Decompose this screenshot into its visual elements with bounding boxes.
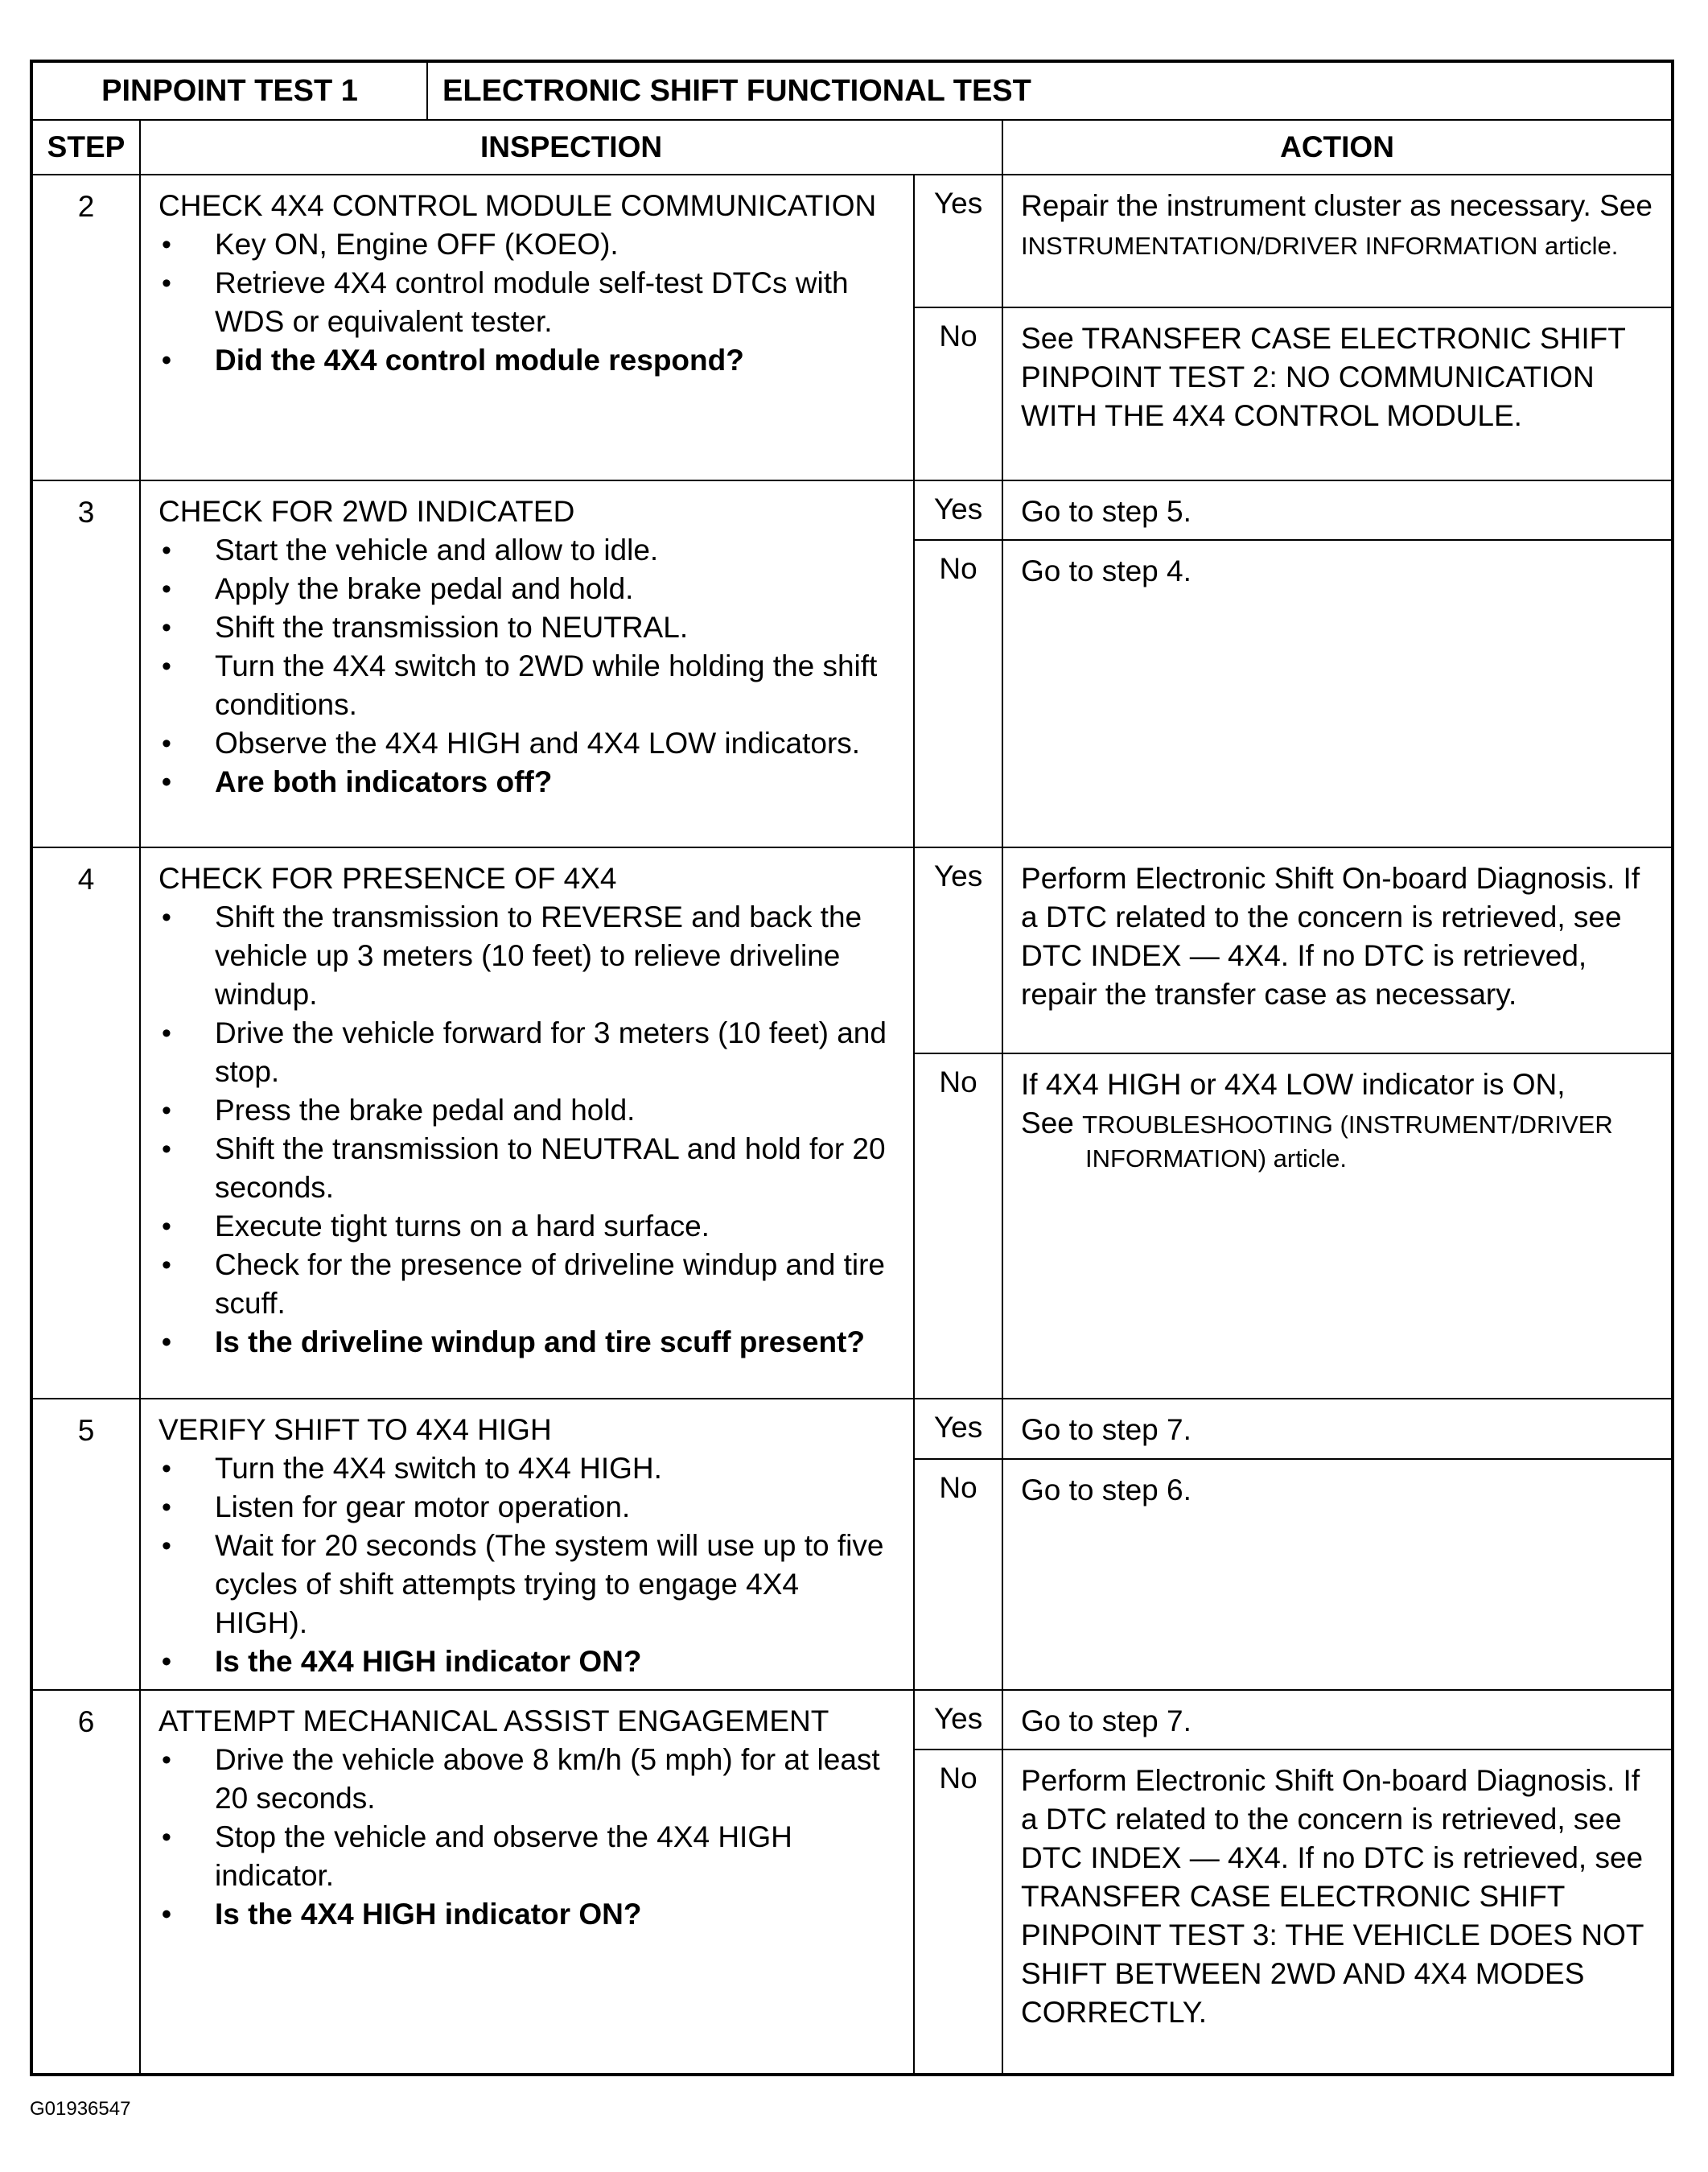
column-header-inspection: INSPECTION — [140, 120, 1002, 175]
step-number: 2 — [31, 175, 140, 480]
step-question: • Is the 4X4 HIGH indicator ON? — [215, 1895, 899, 1934]
step-title: CHECK FOR PRESENCE OF 4X4 — [158, 862, 617, 895]
pinpoint-test-document — [30, 60, 1671, 2076]
step-inspection — [140, 480, 914, 847]
step-bullet: • Stop the vehicle and observe the 4X4 HIGH indicator. — [215, 1818, 899, 1895]
step-bullet: • Drive the vehicle forward for 3 meters (10 feet) and stop. — [215, 1014, 899, 1091]
yes-action-text: Repair the instrument cluster as necessary. See — [1021, 189, 1652, 222]
no-label: No — [914, 1750, 1002, 2075]
step-row-6 — [31, 1690, 1673, 1750]
yes-action: Perform Electronic Shift On-board Diagnosis. If a DTC related to the concern is retrieved, see DTC INDEX — 4X4. If no DTC is retrieved, repair the transfer case as necessary. — [1002, 847, 1673, 1053]
step-number: 3 — [31, 480, 140, 847]
step-question: • Is the 4X4 HIGH indicator ON? — [215, 1642, 899, 1681]
step-number: 4 — [31, 847, 140, 1399]
step-bullet: • Listen for gear motor operation. — [215, 1488, 899, 1527]
yes-label: Yes — [914, 175, 1002, 307]
column-header-step: STEP — [31, 120, 140, 175]
test-title: ELECTRONIC SHIFT FUNCTIONAL TEST — [427, 61, 1673, 120]
no-label: No — [914, 1459, 1002, 1690]
no-action: Go to step 4. — [1002, 540, 1673, 847]
no-label: No — [914, 307, 1002, 480]
yes-action-reference: INSTRUMENTATION/DRIVER INFORMATION article. — [1021, 232, 1619, 260]
no-action-text: If 4X4 HIGH or 4X4 LOW indicator is ON, — [1021, 1068, 1566, 1101]
yes-action — [1002, 175, 1673, 307]
step-inspection — [140, 175, 914, 480]
step-inspection — [140, 1690, 914, 2075]
step-bullet: • Apply the brake pedal and hold. — [215, 570, 899, 608]
step-bullet: • Shift the transmission to NEUTRAL. — [215, 608, 899, 647]
no-label: No — [914, 540, 1002, 847]
step-bullet: • Wait for 20 seconds (The system will use up to five cycles of shift attempts trying to engage 4X4 HIGH). — [215, 1527, 899, 1642]
yes-label: Yes — [914, 1690, 1002, 1750]
yes-label: Yes — [914, 1399, 1002, 1459]
step-bullet: • Key ON, Engine OFF (KOEO). — [215, 225, 899, 264]
step-bullet: • Press the brake pedal and hold. — [215, 1091, 899, 1130]
step-question: • Is the driveline windup and tire scuff present? — [215, 1323, 899, 1362]
no-action-see: See — [1021, 1107, 1074, 1140]
step-inspection — [140, 1399, 914, 1690]
no-action: Go to step 6. — [1002, 1459, 1673, 1690]
no-label: No — [914, 1053, 1002, 1399]
step-bullet-list — [158, 225, 899, 380]
step-bullet-list — [158, 898, 899, 1362]
yes-action: Go to step 7. — [1002, 1399, 1673, 1459]
step-bullet-list — [158, 1741, 899, 1934]
step-number: 5 — [31, 1399, 140, 1690]
no-action — [1002, 1053, 1673, 1399]
step-question: • Did the 4X4 control module respond? — [215, 341, 899, 380]
step-title: VERIFY SHIFT TO 4X4 HIGH — [158, 1413, 552, 1446]
step-inspection — [140, 847, 914, 1399]
yes-action: Go to step 5. — [1002, 480, 1673, 540]
step-row-4 — [31, 847, 1673, 1053]
figure-code: G01936547 — [30, 2098, 131, 2120]
step-bullet: • Retrieve 4X4 control module self-test DTCs with WDS or equivalent tester. — [215, 264, 899, 341]
no-action: See TRANSFER CASE ELECTRONIC SHIFT PINPOINT TEST 2: NO COMMUNICATION WITH THE 4X4 CONTROL MODULE. — [1002, 307, 1673, 480]
test-header-row — [31, 61, 1673, 120]
yes-action: Go to step 7. — [1002, 1690, 1673, 1750]
column-header-action: ACTION — [1002, 120, 1673, 175]
step-question: • Are both indicators off? — [215, 763, 899, 802]
step-bullet: • Drive the vehicle above 8 km/h (5 mph) for at least 20 seconds. — [215, 1741, 899, 1818]
yes-label: Yes — [914, 480, 1002, 540]
step-row-5 — [31, 1399, 1673, 1459]
no-action: Perform Electronic Shift On-board Diagnosis. If a DTC related to the concern is retrieved, see DTC INDEX — 4X4. If no DTC is retrieved, see TRANSFER CASE ELECTRONIC SHIFT PINPOINT TEST 3: THE VEHICLE DOES NOT SHIFT BETWEEN 2WD AND 4X4 MODES CORRECTLY. — [1002, 1750, 1673, 2075]
step-title: CHECK FOR 2WD INDICATED — [158, 495, 575, 528]
test-id: PINPOINT TEST 1 — [31, 61, 427, 120]
no-action-reference-cont: INFORMATION) article. — [1085, 1144, 1347, 1173]
step-title: CHECK 4X4 CONTROL MODULE COMMUNICATION — [158, 189, 877, 222]
pinpoint-test-table — [30, 60, 1674, 2076]
column-header-row — [31, 120, 1673, 175]
step-bullet: • Turn the 4X4 switch to 4X4 HIGH. — [215, 1449, 899, 1488]
step-bullet: • Check for the presence of driveline windup and tire scuff. — [215, 1246, 899, 1323]
step-bullet: • Shift the transmission to REVERSE and back the vehicle up 3 meters (10 feet) to relieve driveline windup. — [215, 898, 899, 1014]
step-row-2 — [31, 175, 1673, 307]
no-action-reference: TROUBLESHOOTING (INSTRUMENT/DRIVER — [1082, 1111, 1613, 1139]
step-bullet: • Execute tight turns on a hard surface. — [215, 1207, 899, 1246]
step-bullet: • Turn the 4X4 switch to 2WD while holding the shift conditions. — [215, 647, 899, 724]
step-bullet-list — [158, 1449, 899, 1681]
step-title: ATTEMPT MECHANICAL ASSIST ENGAGEMENT — [158, 1704, 829, 1737]
step-bullet: • Observe the 4X4 HIGH and 4X4 LOW indicators. — [215, 724, 899, 763]
yes-label: Yes — [914, 847, 1002, 1053]
step-bullet: • Shift the transmission to NEUTRAL and hold for 20 seconds. — [215, 1130, 899, 1207]
step-bullet-list — [158, 531, 899, 802]
step-number: 6 — [31, 1690, 140, 2075]
step-bullet: • Start the vehicle and allow to idle. — [215, 531, 899, 570]
step-row-3 — [31, 480, 1673, 540]
